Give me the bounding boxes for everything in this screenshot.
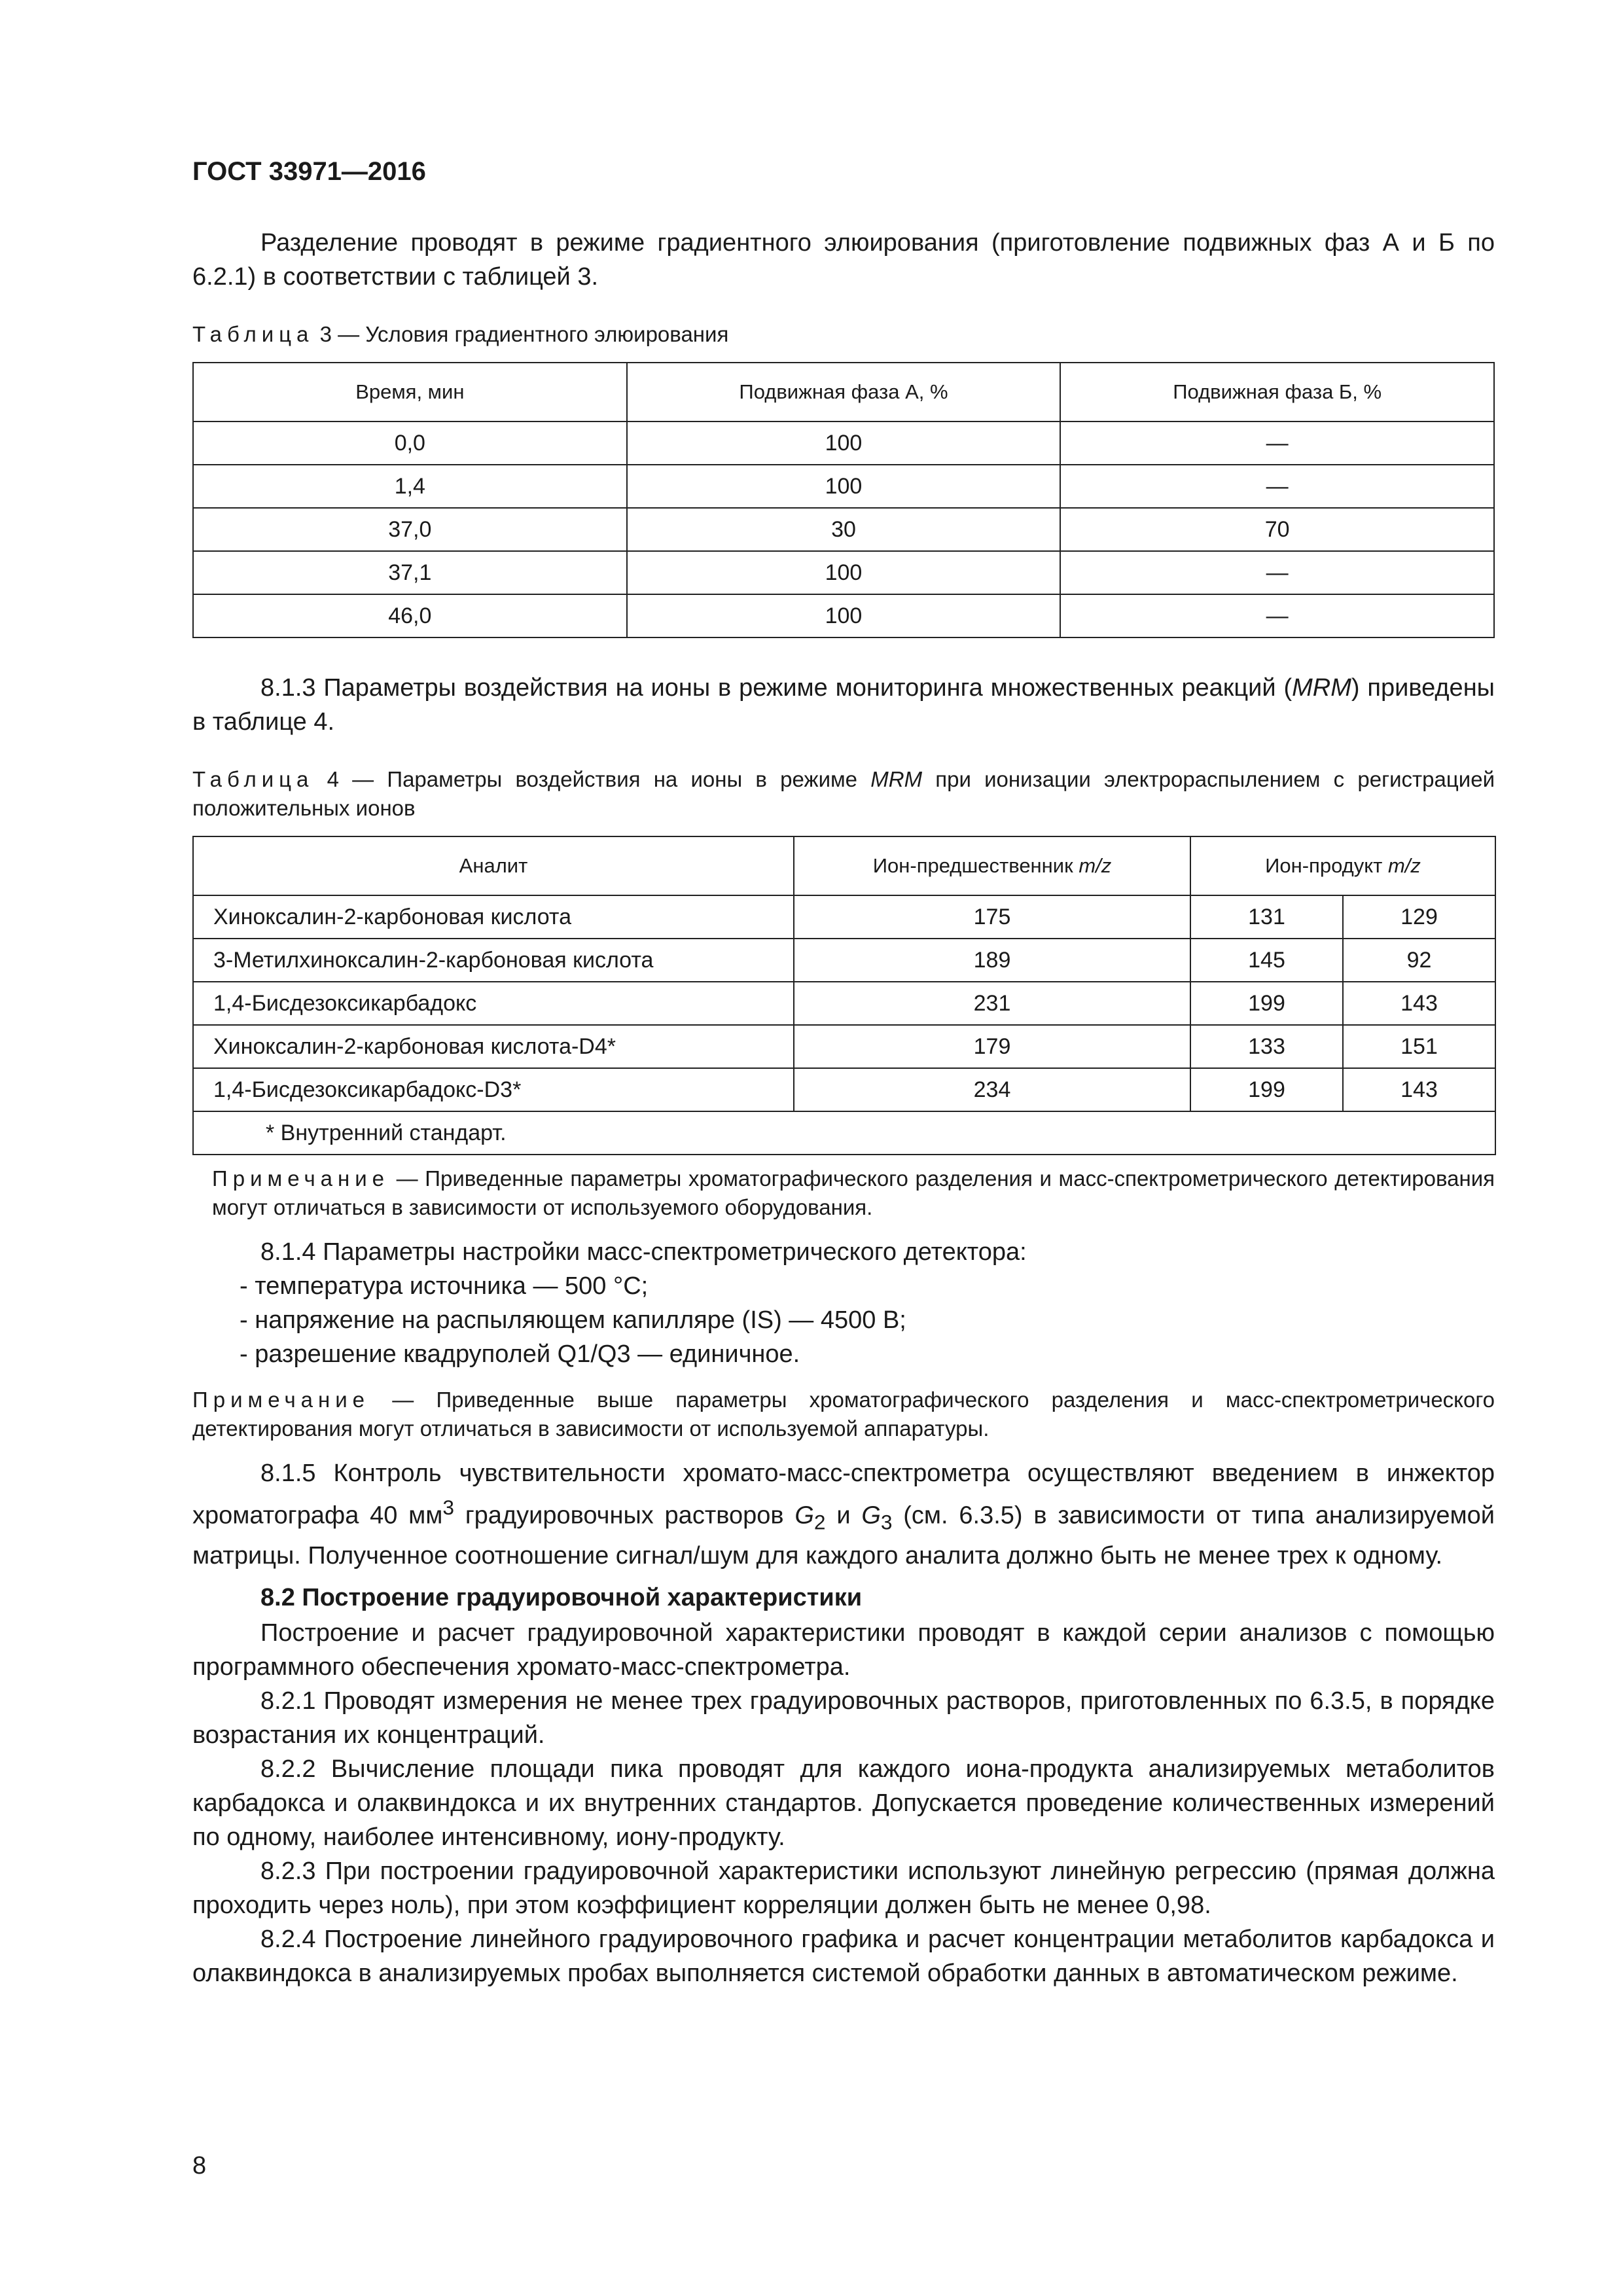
list-item: - температура источника — 500 °С; xyxy=(240,1272,649,1300)
paragraph-8-1-5-text-b: градуировочных растворов xyxy=(454,1501,795,1530)
table4-header-product xyxy=(1190,836,1495,895)
table4-cell: 199 xyxy=(1190,982,1343,1025)
table4-cell: 145 xyxy=(1190,939,1343,982)
note-2-word: Примечание xyxy=(192,1388,370,1412)
table4 xyxy=(192,836,1496,1155)
note-1 xyxy=(192,1164,1495,1222)
paragraph: 8.2.2 Вычисление площади пика проводят для каждого иона-продукта анализируемых метаболитов карбадокса и олаквиндокса и их внутренних стандартов. Допускается проведение количественных измерений по одному, наиболее интенсивному, иону-продукту. xyxy=(192,1755,1495,1852)
table4-analyte: 1,4-Бисдезоксикарбадокс-D3* xyxy=(193,1068,794,1111)
table4-cell: 151 xyxy=(1343,1025,1495,1068)
table3 xyxy=(192,362,1495,638)
intro-paragraph: Разделение проводят в режиме градиентного элюирования (приготовление подвижных фаз А и Б по 6.2.1) в соответствии с таблицей 3. xyxy=(192,229,1495,291)
table3-cell: — xyxy=(1060,594,1494,637)
table3-cell: 100 xyxy=(627,422,1061,465)
mz-unit: m/z xyxy=(1387,854,1421,877)
subscript-2: 2 xyxy=(813,1510,826,1534)
table4-cell: 143 xyxy=(1343,1068,1495,1111)
table3-cell: 100 xyxy=(627,551,1061,594)
table4-analyte: 1,4-Бисдезоксикарбадокс xyxy=(193,982,794,1025)
table3-cell: — xyxy=(1060,465,1494,508)
table4-cell: 143 xyxy=(1343,982,1495,1025)
table4-row xyxy=(193,895,1495,939)
table4-cell: 92 xyxy=(1343,939,1495,982)
paragraph-8-1-4: 8.1.4 Параметры настройки масс-спектрометрического детектора: xyxy=(260,1238,1027,1266)
list-item: - напряжение на распыляющем капилляре (IS) — 4500 В; xyxy=(240,1306,906,1334)
paragraph-8-1-3-text-end: ) приведены в таблице 4. xyxy=(192,674,1495,736)
table3-cell: 37,1 xyxy=(193,551,627,594)
table3-row xyxy=(193,508,1494,551)
table3-caption xyxy=(192,320,1495,349)
table3-row xyxy=(193,422,1494,465)
table4-cell: 179 xyxy=(794,1025,1190,1068)
paragraph-8-1-5-text: 8.1.5 Контроль чувствительности хромато-масс-спектрометра осуществляют введением в инжектор хроматографа 40 мм xyxy=(192,1460,1495,1530)
paragraph-8-1-5-text-c: (см. 6.3.5) в зависимости от типа анализируемой матрицы. Полученное соотношение сигнал/шум для каждого аналита должно быть не менее трех к одному. xyxy=(192,1501,1495,1570)
table3-cell: — xyxy=(1060,422,1494,465)
paragraph: Построение и расчет градуировочной характеристики проводят в каждой серии анализов с помощью программного обеспечения хромато-масс-спектрометра. xyxy=(192,1619,1495,1681)
table3-row xyxy=(193,551,1494,594)
section-heading-8-2: 8.2 Построение градуировочной характеристики xyxy=(260,1584,863,1612)
list-8-1-4 xyxy=(192,1269,1495,1371)
table4-row xyxy=(193,982,1495,1025)
table4-cell: 131 xyxy=(1190,895,1343,939)
table4-cell: 133 xyxy=(1190,1025,1343,1068)
document-code: ГОСТ 33971—2016 xyxy=(192,157,426,186)
table4-cell: 129 xyxy=(1343,895,1495,939)
table4-caption-text-end: при ионизации электрораспылением с регистрацией положительных ионов xyxy=(192,767,1495,820)
note-1-word: Примечание xyxy=(212,1166,390,1191)
table3-cell: 46,0 xyxy=(193,594,627,637)
page-number: 8 xyxy=(192,2152,207,2179)
conjunction: и xyxy=(825,1501,862,1530)
table4-cell: 189 xyxy=(794,939,1190,982)
table3-cell: 100 xyxy=(627,465,1061,508)
list-item: - разрешение квадруполей Q1/Q3 — единичное. xyxy=(240,1340,800,1368)
table4-cell: 175 xyxy=(794,895,1190,939)
table3-cell: 1,4 xyxy=(193,465,627,508)
product-label: Ион-продукт xyxy=(1265,854,1383,877)
table4-analyte: Хиноксалин-2-карбоновая кислота-D4* xyxy=(193,1025,794,1068)
table4-header-precursor xyxy=(794,836,1190,895)
table3-row xyxy=(193,594,1494,637)
paragraph: 8.2.3 При построении градуировочной характеристики используют линейную регрессию (прямая должна проходить через ноль), при этом коэффициент корреляции должен быть не менее 0,98. xyxy=(192,1857,1495,1920)
table4-caption-word: Таблица xyxy=(192,767,314,791)
table4-caption-mrm: MRM xyxy=(870,767,923,791)
table4-analyte: Хиноксалин-2-карбоновая кислота xyxy=(193,895,794,939)
table4-cell: 199 xyxy=(1190,1068,1343,1111)
table3-cell: 30 xyxy=(627,508,1061,551)
subscript-3: 3 xyxy=(880,1510,893,1534)
table3-cell: 100 xyxy=(627,594,1061,637)
table3-cell: 70 xyxy=(1060,508,1494,551)
paragraph-8-1-3 xyxy=(192,671,1495,739)
table4-caption-text: 4 — Параметры воздействия на ионы в режиме xyxy=(327,767,871,791)
table4-row xyxy=(193,1068,1495,1111)
mz-unit: m/z xyxy=(1079,854,1112,877)
symbol-g: G xyxy=(794,1501,814,1530)
note-1-text: — Приведенные параметры хроматографического разделения и масс-спектрометрического детектирования могут отличаться в зависимости от используемого оборудования. xyxy=(212,1166,1495,1219)
table4-analyte: 3-Метилхиноксалин-2-карбоновая кислота xyxy=(193,939,794,982)
paragraph: 8.2.1 Проводят измерения не менее трех градуировочных растворов, приготовленных по 6.3.5, в порядке возрастания их концентраций. xyxy=(192,1687,1495,1749)
note-2-text: — Приведенные выше параметры хроматографического разделения и масс-спектрометрического детектирования могут отличаться в зависимости от используемой аппаратуры. xyxy=(192,1388,1495,1441)
table4-cell: 231 xyxy=(794,982,1190,1025)
table3-caption-word: Таблица xyxy=(192,322,314,346)
table4-row xyxy=(193,1025,1495,1068)
paragraph: 8.2.4 Построение линейного градуировочного графика и расчет концентрации метаболитов карбадокса и олаквиндокса в анализируемых пробах выполняется системой обработки данных в автоматическом режиме. xyxy=(192,1926,1495,1988)
table3-header: Подвижная фаза Б, % xyxy=(1060,363,1494,422)
mrm-term: MRM xyxy=(1292,674,1351,702)
table4-caption xyxy=(192,765,1495,823)
document-page xyxy=(192,157,1495,1990)
table3-caption-text: 3 — Условия градиентного элюирования xyxy=(319,322,729,346)
table4-header-analyte: Аналит xyxy=(193,836,794,895)
paragraph-8-1-5 xyxy=(192,1456,1495,1573)
table3-cell: — xyxy=(1060,551,1494,594)
table3-cell: 37,0 xyxy=(193,508,627,551)
table3-header: Подвижная фаза А, % xyxy=(627,363,1061,422)
superscript-3: 3 xyxy=(442,1496,455,1519)
symbol-g: G xyxy=(861,1501,881,1530)
table4-row xyxy=(193,939,1495,982)
table3-row xyxy=(193,465,1494,508)
paragraph-8-1-3-text: 8.1.3 Параметры воздействия на ионы в режиме мониторинга множественных реакций ( xyxy=(260,674,1293,702)
table3-header: Время, мин xyxy=(193,363,627,422)
table4-cell: 234 xyxy=(794,1068,1190,1111)
precursor-label: Ион-предшественник xyxy=(872,854,1073,877)
note-2 xyxy=(192,1386,1495,1443)
table4-footnote: * Внутренний стандарт. xyxy=(193,1111,1495,1155)
table3-cell: 0,0 xyxy=(193,422,627,465)
